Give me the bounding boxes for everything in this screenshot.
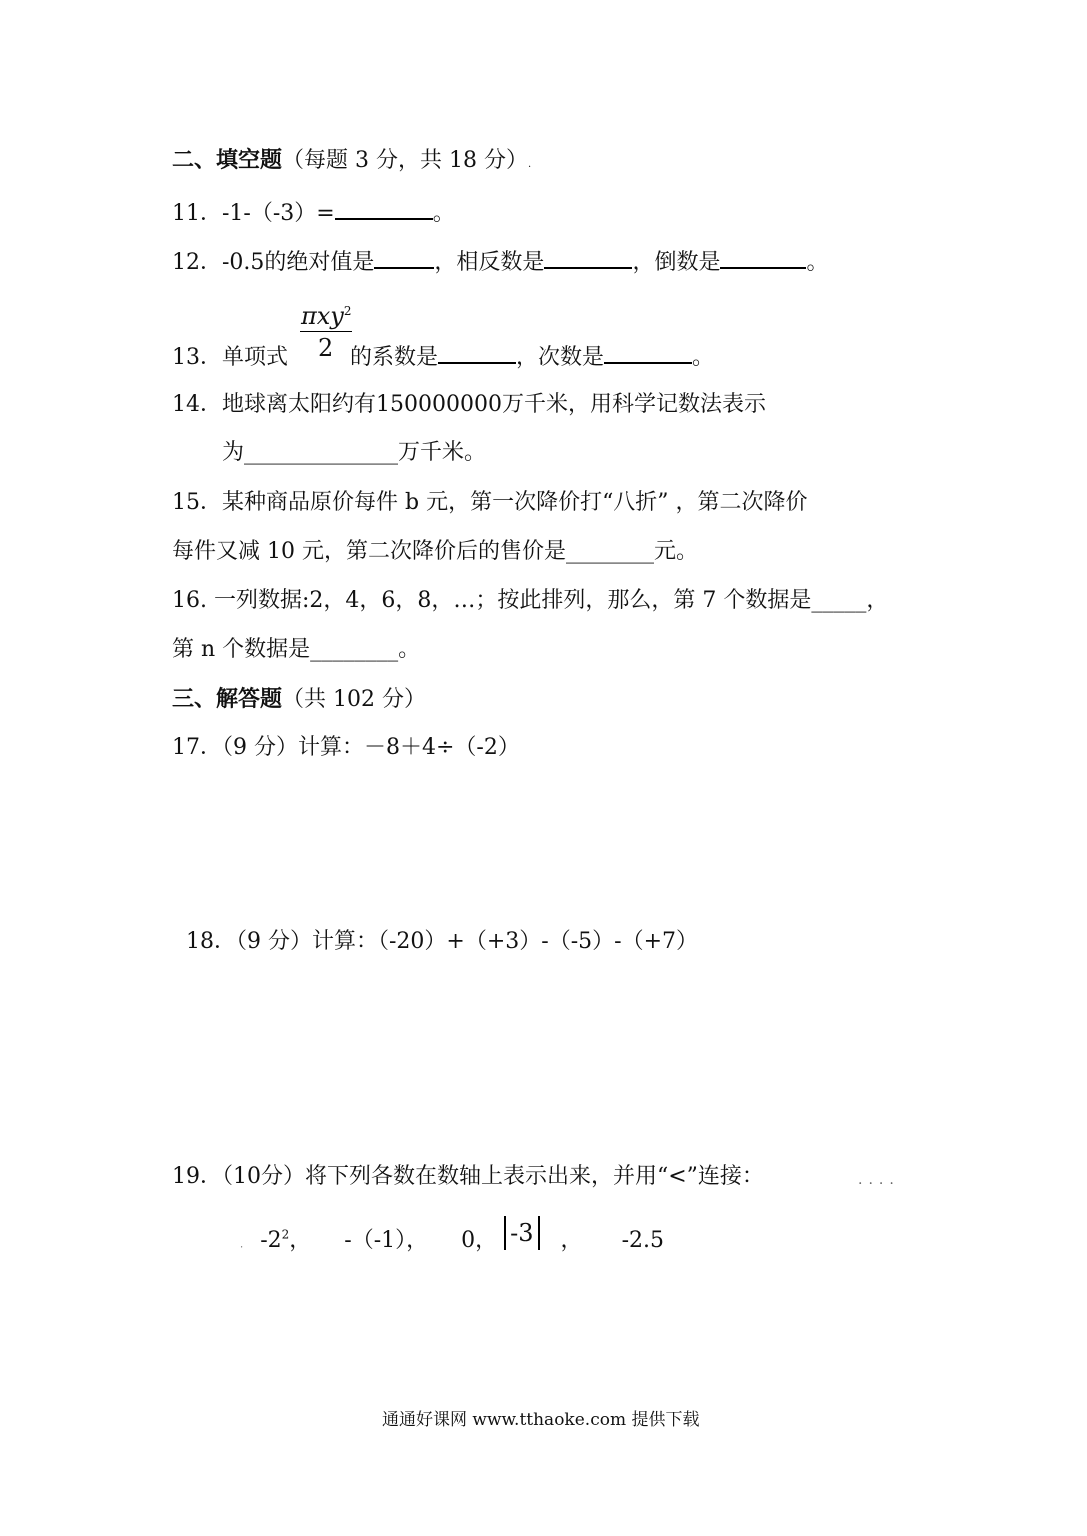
q16-line1-suffix: ，	[866, 588, 889, 613]
question-17: 17．（9 分）计算：－8＋4÷（-2）	[172, 735, 520, 760]
q15-line2-suffix: 元。	[653, 539, 698, 564]
q13-fraction-numerator: πxy$^2$	[301, 302, 352, 330]
q16-line2-prefix: 第 n 个数据是	[172, 637, 311, 662]
q14-answer-blank[interactable]: ______________	[244, 440, 399, 465]
question-14-line-1: 14．地球离太阳约有150000000万千米，用科学记数法表示	[172, 392, 766, 417]
q12-mid2: ，倒数是	[632, 250, 721, 275]
q15-line2-prefix: 每件又减 10 元，第二次降价后的售价是	[172, 539, 566, 564]
q12-prefix: 12．-0.5的绝对值是	[172, 250, 375, 275]
q16-line2-suffix: 。	[398, 637, 421, 662]
q15-answer-blank[interactable]: ________	[565, 539, 654, 564]
q13-mid1: 的系数是	[350, 345, 439, 370]
question-11	[172, 196, 455, 229]
q13-end: 。	[692, 345, 715, 370]
q19-number-1: $-2^2$，	[260, 1228, 312, 1254]
q12-end: 。	[806, 250, 829, 275]
q16-nth-blank[interactable]: ________	[310, 637, 399, 662]
q16-seventh-blank[interactable]: _____	[811, 588, 867, 613]
question-14-line-2	[222, 438, 486, 468]
q12-reciprocal-blank[interactable]	[720, 245, 806, 269]
q13-fraction-denominator: 2	[318, 334, 334, 362]
q16-line1-prefix: 16. 一列数据:2，4，6，8，…；按此排列，那么，第 7 个数据是	[172, 588, 812, 613]
q13-degree-blank[interactable]	[604, 340, 692, 364]
question-12	[172, 245, 828, 278]
question-16-line-2	[172, 635, 420, 665]
q19-line1-text: 19．（10分）将下列各数在数轴上表示出来，并用“<”连接：	[172, 1164, 764, 1189]
question-13	[172, 340, 714, 373]
question-15-line-2	[172, 537, 698, 567]
q13-coefficient-blank[interactable]	[438, 340, 516, 364]
q19-trailing-dots: ....	[858, 1172, 900, 1188]
question-16-line-1	[172, 586, 888, 616]
q14-line2-suffix: 万千米。	[398, 440, 487, 465]
q13-fraction-bar	[300, 331, 352, 332]
q11-end: 。	[432, 201, 455, 226]
q19-leading-dot: .	[240, 1239, 244, 1251]
section-2-note: （每题 3 分，共 18 分）	[282, 148, 528, 173]
q11-text: 11．-1-（-3）=	[172, 201, 335, 226]
q19-number-4-absolute-value: -3	[504, 1216, 539, 1250]
section-2-heading	[172, 145, 531, 180]
q19-number-2: -（-1），	[344, 1228, 429, 1254]
section-2-dot: .	[527, 159, 532, 170]
q19-number-3: 0，	[461, 1228, 498, 1254]
section-3-title: 三、解答题	[172, 686, 283, 712]
section-3-note: （共 102 分）	[282, 687, 426, 712]
page-footer: 通通好课网 www.tthaoke.com 提供下载	[382, 1410, 700, 1430]
q13-prefix: 13．单项式	[172, 345, 288, 370]
q19-number-list	[240, 1220, 664, 1260]
section-2-title: 二、填空题	[172, 147, 283, 173]
question-15-line-1: 15．某种商品原价每件 b 元，第一次降价打“八折” ，第二次降价	[172, 490, 808, 515]
section-3-heading	[172, 684, 426, 715]
q12-opposite-blank[interactable]	[544, 245, 632, 269]
question-18: 18．（9 分）计算：（-20）+（+3）-（-5）-（+7）	[186, 929, 699, 954]
question-19-line-1	[172, 1162, 764, 1192]
q19-number-4-sep: ，	[560, 1228, 583, 1254]
q19-number-5: -2.5	[621, 1228, 664, 1254]
q11-answer-blank[interactable]	[335, 196, 433, 220]
q13-mid2: ，次数是	[516, 345, 605, 370]
q12-abs-blank[interactable]	[374, 245, 434, 269]
q12-mid1: ，相反数是	[434, 250, 545, 275]
q14-line2-prefix: 为	[222, 440, 245, 465]
